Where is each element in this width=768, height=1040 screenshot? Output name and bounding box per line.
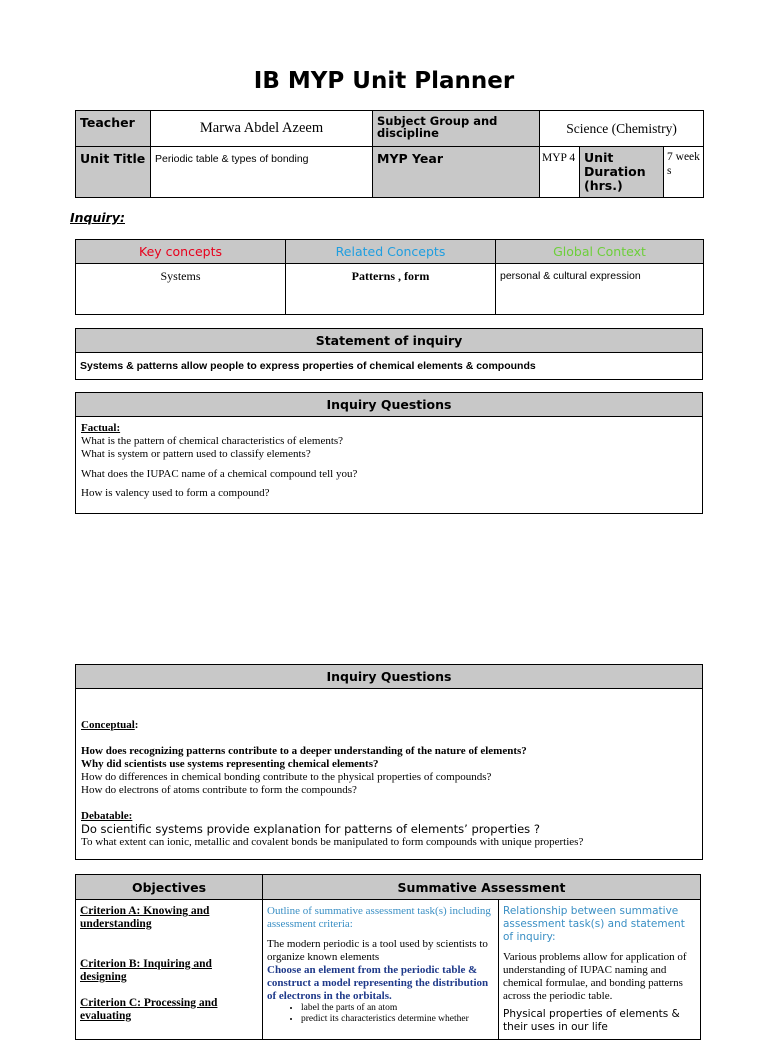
factual-label: Factual: <box>81 422 121 434</box>
concepts-table <box>75 239 704 315</box>
key-concepts-header: Key concepts <box>76 240 286 264</box>
outline-label: Outline of summative assessment task(s) including assessment criteria: <box>267 905 491 930</box>
conceptual-label: Conceptual <box>81 719 135 731</box>
task-description: Choose an element from the periodic table & construct a model representing the distribution of electrons in the orbitals. <box>267 964 489 1002</box>
myp-year-label: MYP Year <box>373 147 540 198</box>
related-concept-value: Patterns , form <box>286 264 496 315</box>
inquiry-questions-heading-1: Inquiry Questions <box>76 393 703 417</box>
relationship-label: Relationship between summative assessment task(s) and statement of inquiry: <box>503 905 685 943</box>
conceptual-question: How does recognizing patterns contribute to a deeper understanding of the nature of elements? <box>81 745 527 757</box>
factual-question: What is system or pattern used to classify elements? <box>81 448 311 460</box>
conceptual-question: How do differences in chemical bonding contribute to the physical properties of compounds? <box>81 771 492 783</box>
criteria-cell <box>76 900 263 1040</box>
subject-label: Subject Group and discipline <box>373 111 540 147</box>
statement-text: Systems & patterns allow people to express properties of chemical elements & compounds <box>76 353 703 380</box>
inquiry-questions-table-1 <box>75 392 703 514</box>
teacher-label: Teacher <box>76 111 151 147</box>
inquiry-questions-heading-2: Inquiry Questions <box>76 665 703 689</box>
inquiry-label: Inquiry: <box>70 210 125 225</box>
summative-heading: Summative Assessment <box>263 875 701 900</box>
related-concepts-header: Related Concepts <box>286 240 496 264</box>
key-concept-value: Systems <box>76 264 286 315</box>
criterion-c: Criterion C: Processing and evaluating <box>80 997 218 1022</box>
debatable-question: To what extent can ionic, metallic and covalent bonds be manipulated to form compounds with unique properties? <box>81 836 584 848</box>
factual-question: What does the IUPAC name of a chemical compound tell you? <box>81 468 358 480</box>
conceptual-questions-cell: Conceptual: How does recognizing patterns contribute to a deeper understanding of the nature of elements? Why did scientists use systems representing chemical elements? How do differences in chemical bonding contribute to the physical properties of compounds? How do electrons of atoms contribute to form the compounds? Debatable: Do scientific systems provide explanation for patterns of elements’ properties ? To what extent can ionic, metallic and covalent bonds be manipulated to form compounds with unique properties? <box>76 689 703 860</box>
relationship-text: Various problems allow for application of understanding of IUPAC naming and chemical formulae, and bonding patterns across the periodic table. <box>503 951 687 1002</box>
outline-text: The modern periodic is a tool used by scientists to organize known elements <box>267 938 488 963</box>
objectives-heading: Objectives <box>76 875 263 900</box>
statement-heading: Statement of inquiry <box>76 329 703 353</box>
duration-label: Unit Duration (hrs.) <box>580 147 664 198</box>
inquiry-questions-table-2 <box>75 664 703 860</box>
unit-title-label: Unit Title <box>76 147 151 198</box>
factual-question: How is valency used to form a compound? <box>81 487 270 499</box>
page-title: IB MYP Unit Planner <box>253 68 515 94</box>
task-bullets <box>267 1003 494 1025</box>
relationship-cell <box>499 900 701 1040</box>
conceptual-question: How do electrons of atoms contribute to form the compounds? <box>81 784 357 796</box>
conceptual-question: Why did scientists use systems representing chemical elements? <box>81 758 379 770</box>
debatable-question: Do scientific systems provide explanation for patterns of elements’ properties ? <box>81 822 540 836</box>
debatable-label: Debatable: <box>81 810 133 822</box>
subject-value: Science (Chemistry) <box>540 111 704 147</box>
task-bullet: • predict its characteristics determine whether <box>301 1014 494 1025</box>
header-table <box>75 110 704 198</box>
criterion-a: Criterion A: Knowing and understanding <box>80 905 210 930</box>
global-context-value: personal & cultural expression <box>496 264 704 315</box>
global-context-header: Global Context <box>496 240 704 264</box>
factual-question: What is the pattern of chemical characteristics of elements? <box>81 435 344 447</box>
statement-table <box>75 328 703 380</box>
summative-task-cell <box>263 900 499 1040</box>
criterion-b: Criterion B: Inquiring and designing <box>80 958 212 983</box>
myp-year-value: MYP 4 <box>540 147 580 198</box>
duration-value: 7 weeks <box>664 147 704 198</box>
task-bullet: • label the parts of an atom <box>301 1003 494 1014</box>
unit-title-value: Periodic table & types of bonding <box>151 147 373 198</box>
physical-properties-text: Physical properties of elements & their uses in our life <box>503 1008 680 1033</box>
teacher-name: Marwa Abdel Azeem <box>151 111 373 147</box>
objectives-table <box>75 874 701 1040</box>
factual-questions-cell <box>76 417 703 514</box>
